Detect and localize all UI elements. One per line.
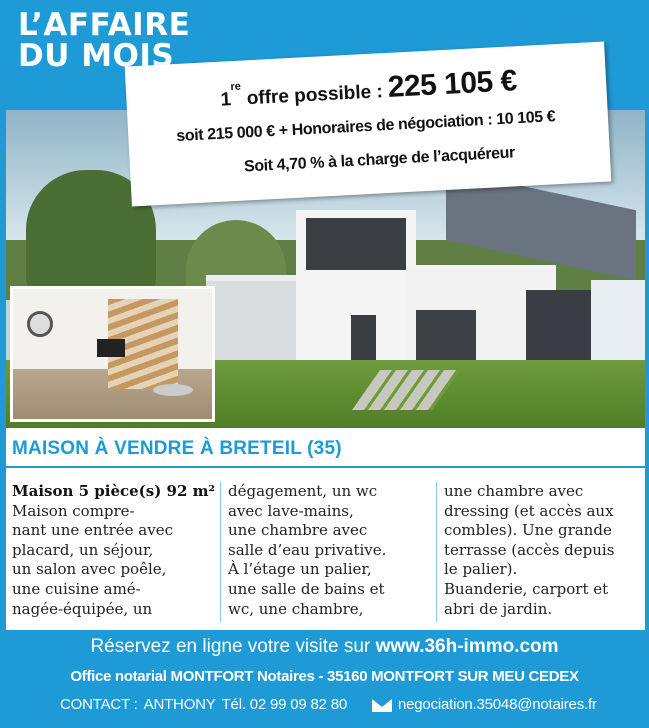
booking-link[interactable]: www.36h-immo.com <box>375 636 559 657</box>
booking-line <box>0 636 649 658</box>
description-line: une cuisine amé- <box>12 579 141 598</box>
inset-clock-icon <box>27 311 53 337</box>
description-column-3 <box>444 482 640 619</box>
office-line: Office notarial MONTFORT Notaires - 35160 MONTFORT SUR MEU CEDEX <box>70 668 579 685</box>
offer-superscript: re <box>230 80 242 94</box>
description-line: Maison compre- <box>12 501 135 520</box>
description-line: combles). Une grande <box>444 521 612 540</box>
booking-text: Réservez en ligne votre visite sur <box>90 636 376 657</box>
footer <box>0 630 649 728</box>
description-line: À l’étage un palier, <box>228 560 372 579</box>
description-line: une chambre avec <box>444 482 584 500</box>
photo-house-cladding <box>306 218 406 270</box>
interior-photo-inset <box>10 286 215 422</box>
headline-line-1: L’AFFAIRE <box>18 7 191 43</box>
contact-email[interactable]: negociation.35048@notaires.fr <box>398 696 597 713</box>
price-charge: Soit 4,70 % à la charge de l’acquéreur <box>243 144 516 176</box>
description-area <box>6 468 645 630</box>
description-line: une salle de bains et <box>228 579 385 598</box>
envelope-icon <box>372 699 392 712</box>
description-line: nant une entrée avec <box>12 521 173 540</box>
description-line: le palier). <box>444 560 518 579</box>
description-line: dégagement, un wc <box>228 482 378 500</box>
description-line: placard, un séjour, <box>12 540 154 559</box>
price-box <box>125 42 612 207</box>
listing-title-band <box>6 428 645 468</box>
description-line: dressing (et accès aux <box>444 501 614 520</box>
description-line: terrasse (accès depuis <box>444 540 615 559</box>
column-divider <box>220 482 221 622</box>
inset-tv <box>97 339 125 357</box>
description-line: un salon avec poêle, <box>12 560 167 579</box>
description-line: abri de jardin. <box>444 599 553 618</box>
contact-phone[interactable]: Tél. 02 99 09 82 80 <box>221 696 348 713</box>
contact-label: CONTACT : <box>60 696 138 713</box>
description-line: Maison 5 pièce(s) 92 m² <box>12 482 216 500</box>
offer-number: 1 <box>220 89 232 111</box>
description-line: Buanderie, carport et <box>444 579 609 598</box>
price-detail: soit 215 000 € + Honoraires de négociation : 10 105 € <box>175 108 556 146</box>
description-column-1 <box>12 482 216 619</box>
description-line: wc, une chambre, <box>228 599 364 618</box>
headline <box>18 7 191 74</box>
listing-title: MAISON À VENDRE À BRETEIL (35) <box>12 438 342 459</box>
headline-line-2: DU MOIS <box>18 38 175 74</box>
contact-line <box>60 696 353 713</box>
description-line: avec lave-mains, <box>228 501 354 520</box>
offer-amount: 225 105 € <box>386 64 518 104</box>
description-line: salle d’eau privative. <box>228 540 387 559</box>
description-line: une chambre avec <box>228 521 368 540</box>
price-headline <box>219 64 517 113</box>
description-column-2 <box>228 482 438 619</box>
inset-table <box>153 384 193 396</box>
contact-name: ANTHONY <box>143 696 216 713</box>
description-line: nagée-équipée, un <box>12 599 153 618</box>
column-divider <box>436 482 437 622</box>
offer-label: offre possible : <box>240 80 389 110</box>
